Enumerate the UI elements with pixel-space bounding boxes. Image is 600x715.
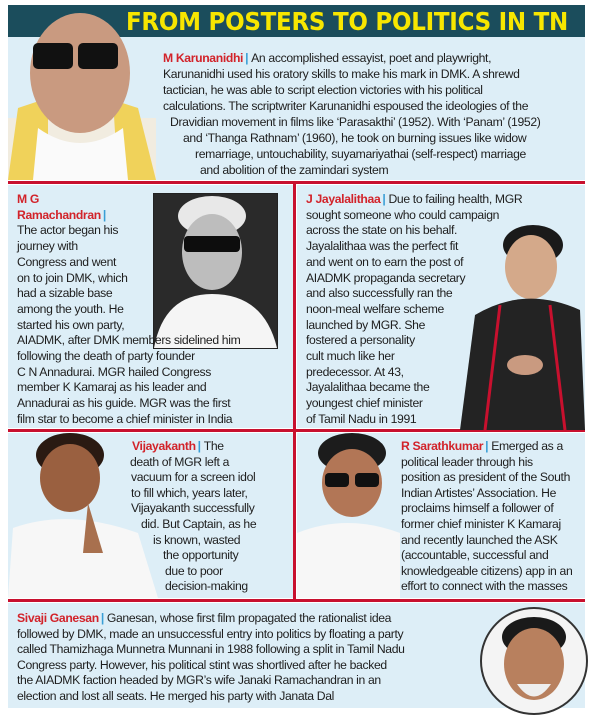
vijayakanth-text-line: due to poor: [165, 563, 223, 578]
vijayakanth-text-line: Vijayakanth successfully: [131, 501, 255, 516]
sarathkumar-text-line: political leader through his: [401, 454, 533, 469]
karunanidhi-text-line: tactician, he was able to script election victories with his political: [163, 83, 483, 97]
karunanidhi-name-line: [163, 51, 491, 66]
mgr-text-line: The actor began his: [17, 223, 119, 238]
mgr-text-line: on to join DMK, which: [17, 270, 128, 285]
vijayakanth-text-line: did. But Captain, as he: [141, 517, 257, 531]
sivaji-text-line: Congress party. However, his political stint was shortlived after he backed: [17, 657, 387, 672]
separator-bar: |: [102, 207, 106, 222]
karunanidhi-text-line: calculations. The scriptwriter Karunanidhi espoused the ideologies of the: [163, 99, 529, 113]
vijayakanth-text-line: to fill which, years later,: [131, 485, 248, 500]
sarathkumar-text-line: position as president of the South: [401, 470, 571, 485]
jayalalithaa-text-line: predecessor. At 43,: [306, 364, 404, 379]
divider: [8, 599, 585, 602]
sivaji-text-line: Ganesan, whose first film propagated the rationalist idea: [106, 611, 392, 625]
sivaji-text-line: election and lost all seats. He merged his party with Janata Dal: [17, 688, 334, 703]
sarathkumar-name: R Sarathkumar: [401, 439, 484, 453]
jayalalithaa-name-line: [306, 192, 522, 207]
sarathkumar-text-line: Emerged as a: [491, 439, 563, 453]
mgr-text-line: following the death of party founder: [17, 349, 195, 363]
jayalalithaa-text-line: sought someone who could campaign: [306, 207, 500, 222]
mgr-text-line: C N Annadurai. MGR hailed Congress: [17, 364, 212, 379]
karunanidhi-text-line: and ‘Thanga Rathnam’ (1960), he took on burning issues like widow: [183, 131, 527, 145]
separator-bar: |: [197, 439, 201, 453]
karunanidhi-text-line: Dravidian movement in films like ‘Parasakthi’ (1952). With ‘Panam’ (1952): [170, 115, 541, 129]
mgr-name-line: [17, 192, 39, 207]
mgr-name: Ramachandran: [17, 207, 101, 222]
mgr-name-line: [17, 208, 109, 223]
vijayakanth-text-line: vacuum for a screen idol: [131, 470, 256, 485]
karunanidhi-text-line: and abolition of the zamindari system: [200, 163, 389, 177]
separator-bar: |: [245, 51, 249, 65]
mgr-name: M G: [17, 192, 39, 206]
sarathkumar-text-line: knowledgeable citizens) app in an: [401, 563, 573, 578]
jayalalithaa-text-line: noon-meal welfare scheme: [306, 301, 444, 316]
mgr-text-line: film star to become a chief minister in India: [17, 411, 233, 426]
sarathkumar-text-line: effort to connect with the masses: [401, 579, 568, 594]
photo-sarathkumar: [297, 433, 400, 598]
page-title: FROM POSTERS TO POLITICS IN TN: [126, 7, 569, 36]
karunanidhi-text-line: An accomplished essayist, poet and playwright,: [251, 51, 492, 65]
jayalalithaa-name: J Jayalalithaa: [306, 192, 381, 206]
vijayakanth-text-line: death of MGR left a: [130, 454, 230, 469]
vijayakanth-text-line: The: [203, 439, 224, 453]
karunanidhi-text-line: remarriage, untouchability, suyamariyathai (self-respect) marriage: [195, 147, 526, 161]
jayalalithaa-text-line: Jayalalithaa became the: [306, 380, 430, 395]
jayalalithaa-text-line: cult much like her: [306, 349, 395, 363]
separator-bar: |: [382, 192, 386, 206]
sarathkumar-name-line: [401, 439, 563, 454]
sivaji-text-line: followed by DMK, made an unsuccessful entry into politics by floating a party: [17, 626, 404, 641]
jayalalithaa-text-line: of Tamil Nadu in 1991: [306, 411, 417, 426]
karunanidhi-text-line: Karunanidhi used his oratory skills to make his mark in DMK. A shrewd: [163, 67, 520, 81]
mgr-text-line: AIADMK, after DMK members sidelined him: [17, 333, 241, 348]
separator-bar: |: [100, 611, 104, 625]
mgr-text-line: journey with: [17, 239, 78, 254]
vijayakanth-name: Vijayakanth: [132, 439, 196, 453]
divider: [293, 183, 296, 600]
separator-bar: |: [485, 439, 489, 453]
jayalalithaa-text-line: fostered a personality: [306, 333, 415, 348]
jayalalithaa-text-line: across the state on his behalf.: [306, 223, 458, 238]
sarathkumar-text-line: former chief minister K Kamaraj: [401, 517, 561, 531]
sarathkumar-text-line: Indian Artistes’ Association. He: [401, 485, 556, 500]
mgr-text-line: Annadurai as his guide. MGR was the first: [17, 396, 231, 411]
jayalalithaa-text-line: AIADMK propaganda secretary: [306, 270, 466, 285]
photo-karunanidhi: [8, 8, 156, 180]
mgr-text-line: started his own party,: [17, 317, 125, 332]
sarathkumar-text-line: and recently launched the ASK: [401, 532, 558, 547]
sivaji-name: Sivaji Ganesan: [17, 611, 99, 625]
sivaji-name-line: [17, 611, 391, 626]
mgr-text-line: among the youth. He: [17, 301, 124, 316]
jayalalithaa-text-line: and went on to earn the post of: [306, 254, 464, 269]
jayalalithaa-text-line: Due to failing health, MGR: [388, 192, 523, 206]
jayalalithaa-text-line: and also successfully ran the: [306, 286, 453, 301]
mgr-text-line: Congress and went: [17, 254, 117, 269]
mgr-text-line: member K Kamaraj as his leader and: [17, 380, 207, 395]
jayalalithaa-text-line: launched by MGR. She: [306, 317, 426, 332]
photo-sivaji: [480, 607, 588, 715]
vijayakanth-text-line: is known, wasted: [153, 532, 241, 547]
jayalalithaa-text-line: Jayalalithaa was the perfect fit: [306, 239, 459, 254]
karunanidhi-name: M Karunanidhi: [163, 51, 244, 65]
jayalalithaa-text-line: youngest chief minister: [306, 396, 423, 411]
vijayakanth-text-line: the opportunity: [163, 548, 239, 563]
photo-jayalalithaa: [455, 225, 585, 430]
sarathkumar-text-line: proclaims himself a follower of: [401, 501, 554, 516]
mgr-text-line: had a sizable base: [17, 286, 113, 301]
sivaji-text-line: the AIADMK faction headed by MGR’s wife Janaki Ramachandran in an: [17, 673, 381, 687]
sarathkumar-text-line: (accountable, successful and: [401, 548, 549, 563]
photo-mgr: [153, 193, 278, 349]
vijayakanth-name-line: [132, 439, 224, 454]
sivaji-text-line: called Thamizhaga Munnetra Munnani in 1988 following a split in Tamil Nadu: [17, 642, 405, 656]
divider: [8, 181, 585, 184]
vijayakanth-text-line: decision-making: [165, 579, 248, 594]
